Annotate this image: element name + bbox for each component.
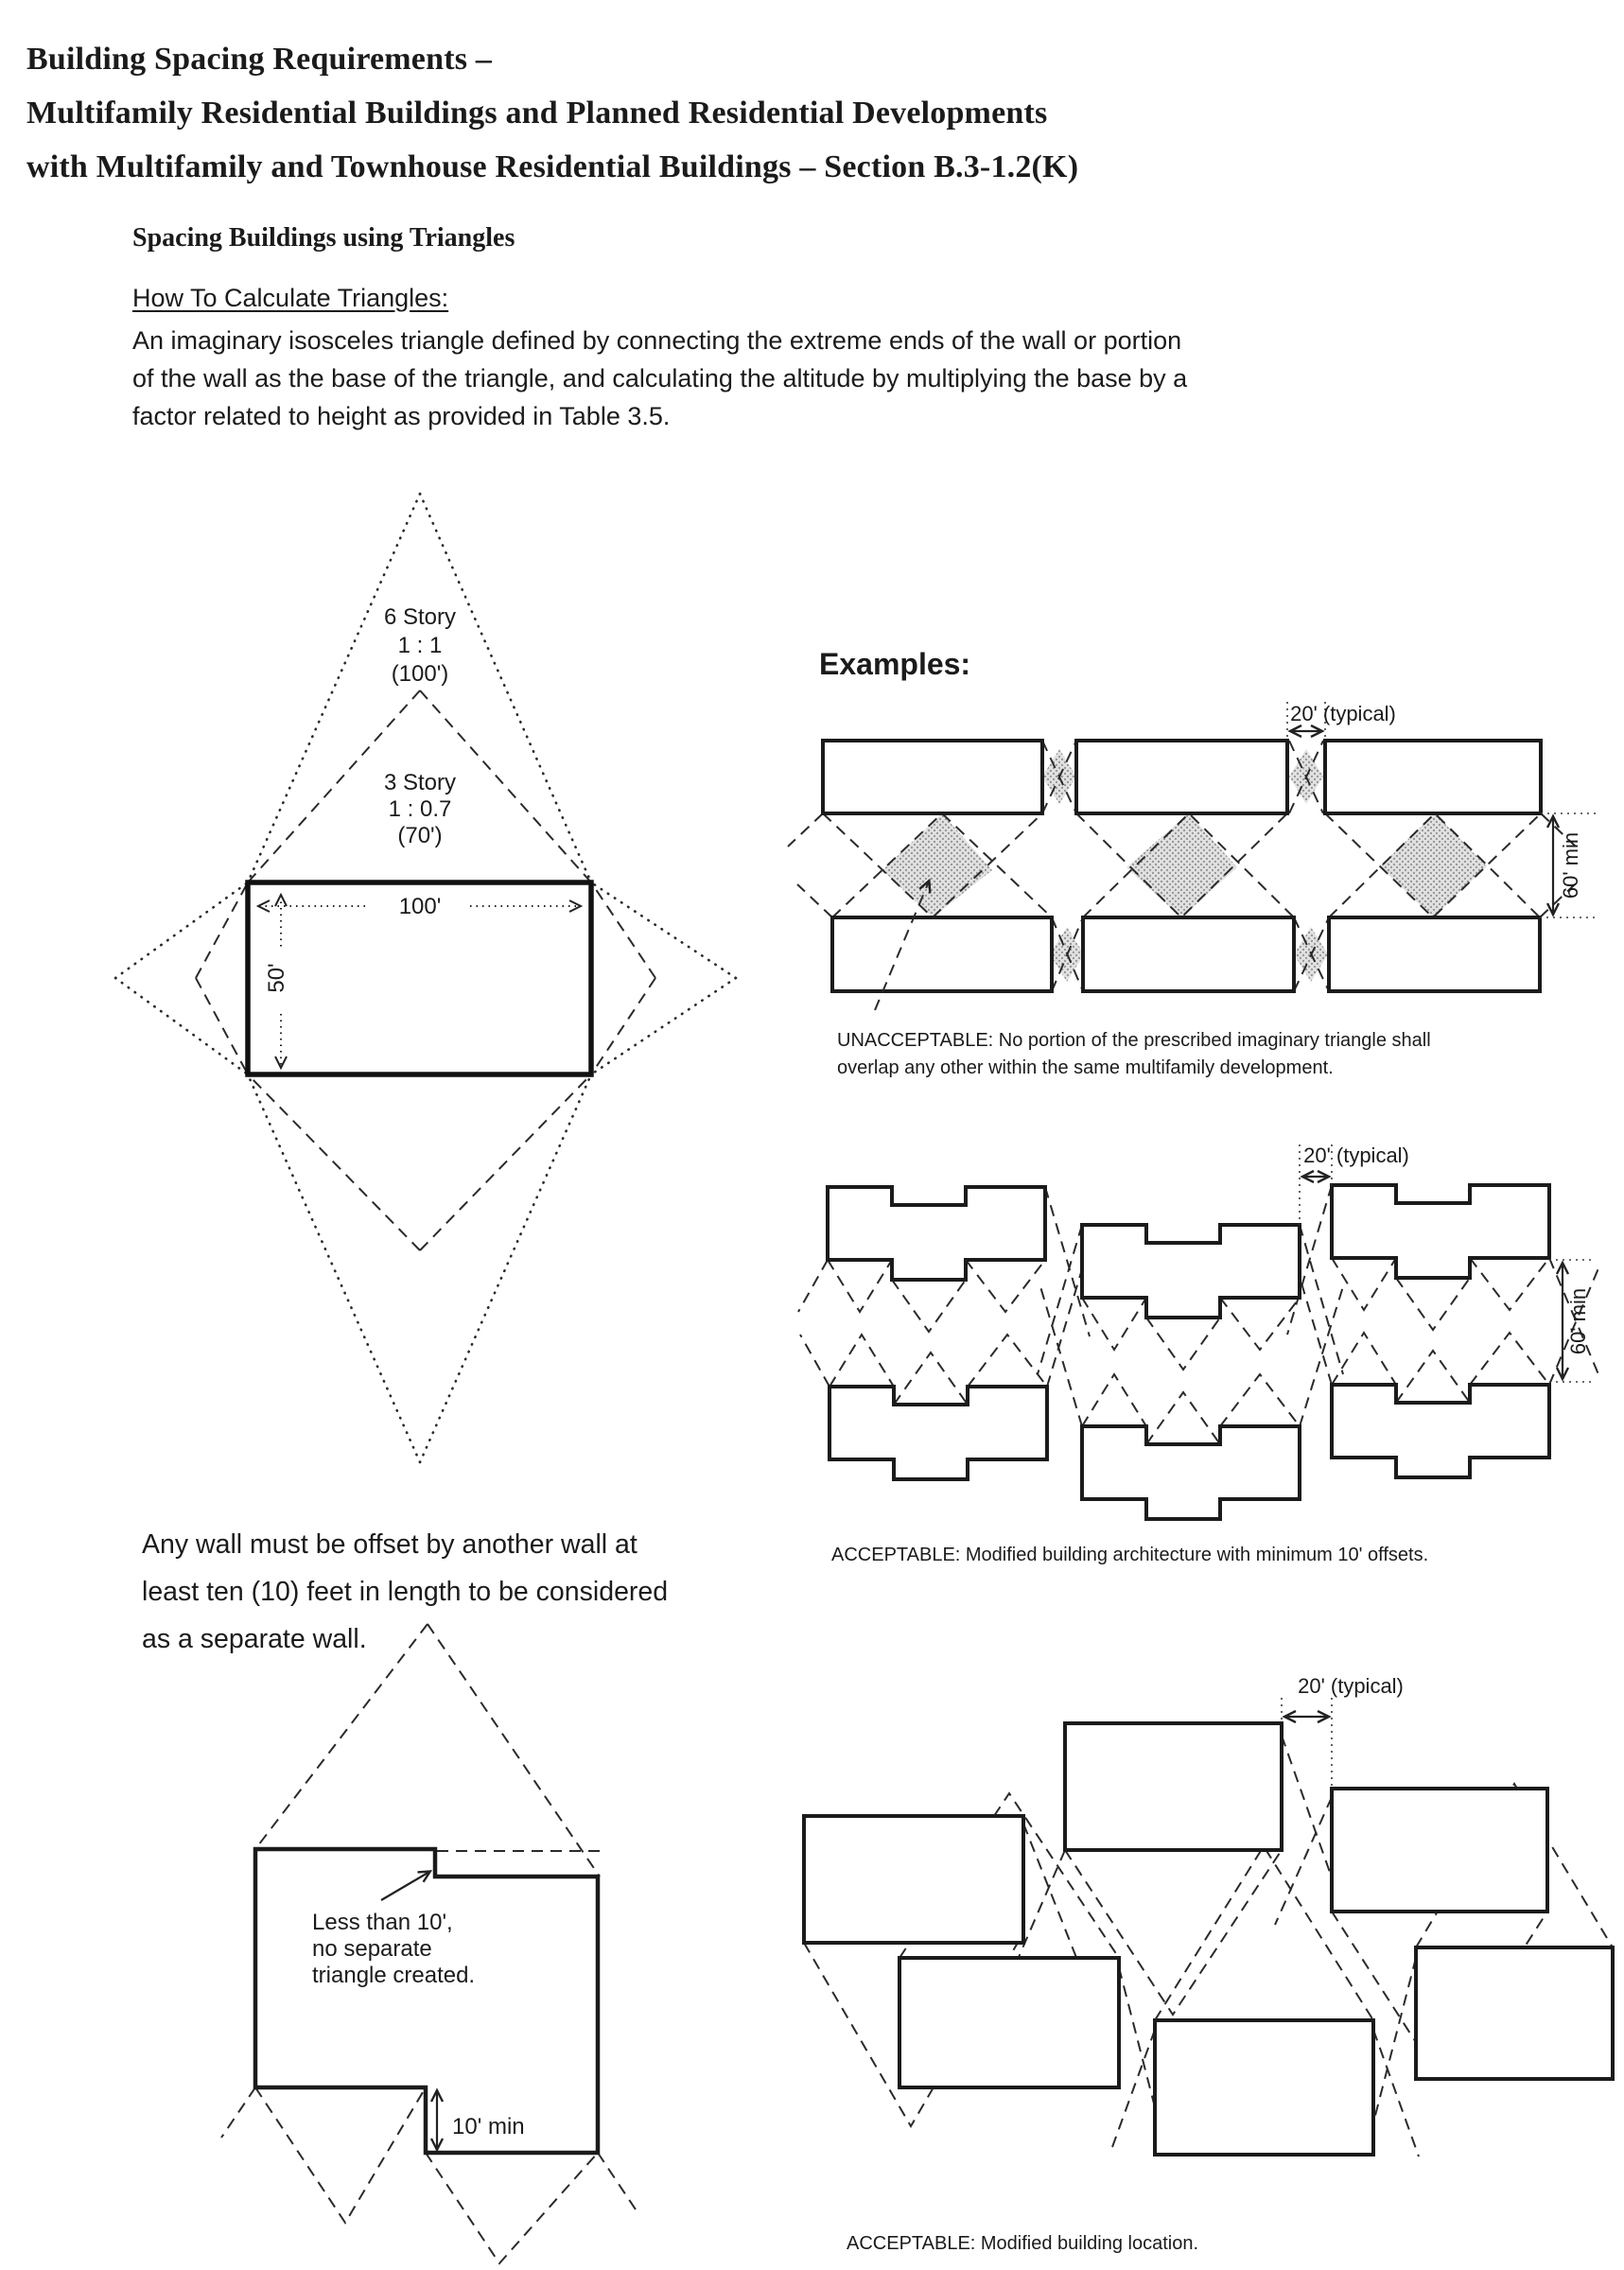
separation-label: 60' min <box>1559 831 1582 899</box>
separation-label: 60' min <box>1566 1287 1590 1355</box>
building-row-top <box>828 1185 1549 1318</box>
title-line-1: Building Spacing Requirements – <box>26 42 493 77</box>
offset-note-line-3: as a separate wall. <box>142 1624 367 1654</box>
three-story-label: 3 Story <box>383 770 457 795</box>
spacing-label: 20' (typical) <box>1298 1674 1404 1698</box>
section-heading: Spacing Buildings using Triangles <box>132 223 515 253</box>
example3-caption: ACCEPTABLE: Modified building location. <box>847 2233 1199 2254</box>
building-row-bottom <box>829 1385 1549 1519</box>
spacing-label: 20' (typical) <box>1303 1144 1409 1167</box>
example2-diagram <box>785 1130 1624 1575</box>
base-dimension-label: 100' <box>398 894 442 919</box>
howto-heading: How To Calculate Triangles: <box>132 284 449 312</box>
six-story-label: 6 Story <box>383 604 457 630</box>
triangle-spacing-diagram <box>57 473 757 1494</box>
six-story-labels <box>384 604 456 687</box>
notch-callout-line-3: triangle created. <box>312 1963 476 1988</box>
buildings <box>804 1723 1613 2155</box>
spacing-dimension <box>1282 1698 1332 1789</box>
building-row-bottom <box>832 917 1540 991</box>
howto-line-3: factor related to height as provided in Table 3.5. <box>132 402 671 430</box>
notch-callout-line-2: no separate <box>312 1936 432 1962</box>
offset-note-line-2: least ten (10) feet in length to be considered <box>142 1577 669 1607</box>
offset-note-line-1: Any wall must be offset by another wall at <box>142 1529 637 1560</box>
notch-callout-line-1: Less than 10', <box>312 1910 453 1935</box>
three-story-ratio: 1 : 0.7 <box>388 796 452 822</box>
wall-dimension-label: 50' <box>264 963 289 993</box>
page-title <box>26 32 1078 194</box>
title-line-2: Multifamily Residential Buildings and Planned Residential Developments <box>26 96 1048 131</box>
building-row-top <box>823 741 1541 813</box>
example3-diagram <box>757 1608 1624 2270</box>
title-line-3: with Multifamily and Townhouse Residential Buildings – Section B.3-1.2(K) <box>26 149 1079 184</box>
example1-caption: UNACCEPTABLE: No portion of the prescribed imaginary triangle shall overlap any other within the same multifamily development. <box>837 1030 1431 1078</box>
three-story-labels <box>384 770 456 848</box>
spacing-label: 20' (typical) <box>1290 702 1396 725</box>
offset-diagram <box>123 1570 728 2270</box>
howto-line-1: An imaginary isosceles triangle defined by connecting the extreme ends of the wall or portion <box>132 326 1182 355</box>
example2-caption: ACCEPTABLE: Modified building architecture with minimum 10' offsets. <box>831 1545 1429 1565</box>
howto-line-2: of the wall as the base of the triangle, and calculating the altitude by multiplying the base by a <box>132 364 1188 393</box>
six-story-altitude: (100') <box>391 661 449 687</box>
six-story-ratio: 1 : 1 <box>397 633 443 658</box>
three-story-altitude: (70') <box>397 823 443 848</box>
building-footprint <box>255 1849 598 2153</box>
min-offset-label: 10' min <box>452 2114 525 2139</box>
examples-heading: Examples: <box>819 647 971 681</box>
